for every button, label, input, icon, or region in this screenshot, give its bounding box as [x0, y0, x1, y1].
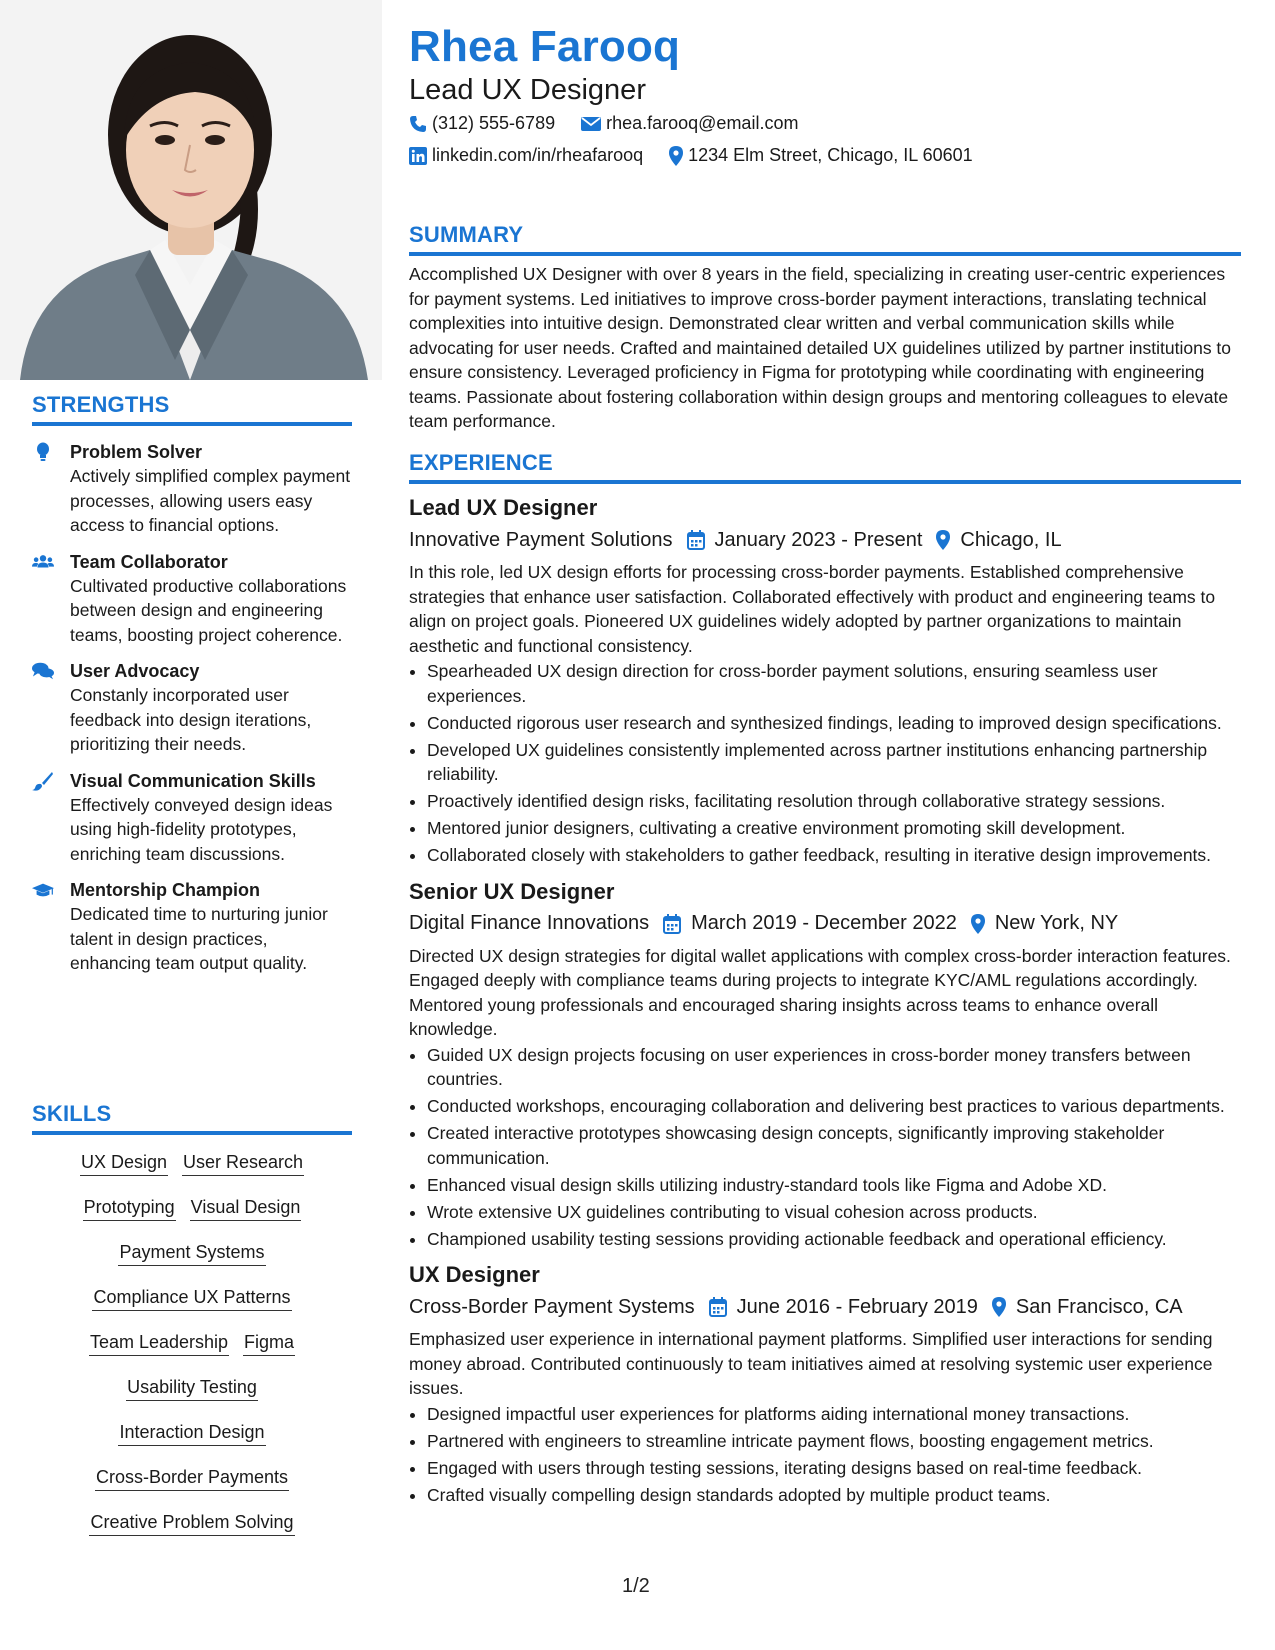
brush-icon — [32, 769, 70, 867]
strength-title: Team Collaborator — [70, 551, 228, 572]
skill-tag: Interaction Design — [118, 1419, 265, 1446]
comments-icon — [32, 659, 70, 757]
skill-tag: Prototyping — [83, 1194, 176, 1221]
job-dates: March 2019 - December 2022 — [691, 912, 957, 934]
contact-line-1 — [409, 113, 824, 134]
candidate-role: Lead UX Designer — [409, 74, 646, 106]
profile-photo — [0, 0, 382, 380]
bullet-item: • Proactively identified design risks, facilitating resolution through collaborative strategy sessions. — [427, 789, 1241, 814]
bullet-item: • Conducted rigorous user research and synthesized findings, leading to improved design specifications. — [427, 711, 1241, 736]
strength-item — [32, 659, 352, 757]
job-title: Senior UX Designer — [409, 878, 615, 904]
address-item — [669, 145, 973, 166]
skills-heading: SKILLS — [32, 1101, 352, 1135]
summary-section — [409, 222, 1241, 434]
phone-icon — [409, 115, 427, 133]
bullet-item: • Wrote extensive UX guidelines contributing to visual cohesion across products. — [427, 1200, 1241, 1225]
summary-heading: SUMMARY — [409, 222, 1241, 256]
skills-list — [32, 1149, 352, 1538]
bullet-item: • Created interactive prototypes showcasing design concepts, significantly improving stakeholder communication. — [427, 1121, 1241, 1170]
envelope-icon — [581, 116, 601, 132]
skill-tag: Team Leadership — [89, 1329, 229, 1356]
bullet-item: • Engaged with users through testing sessions, iterating designs based on real-time feedback. — [427, 1456, 1241, 1481]
experience-heading: EXPERIENCE — [409, 450, 1241, 484]
bullet-item: • Mentored junior designers, cultivating a creative environment promoting skill development. — [427, 816, 1241, 841]
strength-item — [32, 769, 352, 867]
job-bullets — [409, 659, 1241, 868]
bullet-item: • Crafted visually compelling design standards adopted by multiple product teams. — [427, 1483, 1241, 1508]
bullet-item: • Guided UX design projects focusing on user experiences in cross-border money transfers between countries. — [427, 1043, 1241, 1092]
job-meta — [409, 1293, 1241, 1321]
job-location: New York, NY — [994, 912, 1119, 934]
strength-item — [32, 550, 352, 648]
calendar-icon — [709, 1297, 727, 1317]
page-number: 1/2 — [622, 1575, 650, 1597]
job-title: UX Designer — [409, 1262, 540, 1287]
bullet-item: • Collaborated closely with stakeholders to gather feedback, resulting in iterative design improvements. — [427, 843, 1241, 868]
email-text[interactable]: rhea.farooq@email.com — [606, 113, 799, 133]
job-meta — [409, 526, 1241, 554]
location-pin-icon — [669, 146, 683, 166]
location-pin-icon — [936, 530, 950, 550]
job-bullets — [409, 1402, 1241, 1508]
job-entry — [409, 1261, 1241, 1507]
strength-description: Constanly incorporated user feedback into design iterations, prioritizing their needs. — [70, 685, 312, 754]
bullet-item: • Conducted workshops, encouraging collaboration and delivering best practices to various departments. — [427, 1094, 1241, 1119]
skill-tag: Visual Design — [190, 1194, 302, 1221]
strength-title: Mentorship Champion — [70, 880, 260, 900]
strength-description: Actively simplified complex payment processes, allowing users easy access to financial options. — [70, 466, 351, 535]
job-entry — [409, 494, 1241, 868]
skill-tag: Payment Systems — [118, 1239, 265, 1266]
job-company: Cross-Border Payment Systems — [409, 1295, 695, 1318]
sidebar — [0, 0, 382, 1650]
bullet-item: • Partnered with engineers to streamline intricate payment flows, boosting engagement metrics. — [427, 1429, 1241, 1454]
job-description: Emphasized user experience in international payment platforms. Simplified user interactions for sending money abroad. Contributed continuously to team initiatives aimed at resolving systemic user experience issues. — [409, 1329, 1213, 1398]
job-company: Digital Finance Innovations — [409, 912, 650, 934]
job-bullets — [409, 1043, 1241, 1252]
strength-description: Cultivated productive collaborations between design and engineering teams, boosting project coherence. — [70, 575, 347, 645]
job-location: Chicago, IL — [960, 528, 1062, 551]
candidate-name: Rhea Farooq — [409, 22, 681, 71]
strength-item — [32, 440, 352, 538]
job-dates: January 2023 - Present — [714, 528, 923, 551]
skill-tag: Compliance UX Patterns — [92, 1284, 291, 1311]
skill-tag: User Research — [182, 1149, 304, 1176]
phone-text: (312) 555-6789 — [432, 113, 556, 133]
strength-item — [32, 878, 352, 976]
skill-tag: Figma — [243, 1329, 295, 1356]
linkedin-icon — [409, 147, 427, 165]
lightbulb-icon — [32, 440, 70, 538]
skill-tag: Cross-Border Payments — [95, 1464, 289, 1491]
users-icon — [32, 550, 70, 648]
summary-text: Accomplished UX Designer with over 8 years in the field, specializing in creating user-centric experiences for payment systems. Led initiatives to improve cross-border payment interactions, translating technical complexities into intuitive design. Demonstrated clear written and verbal communication skills while advocating for user needs. Crafted and maintained detailed UX guidelines utilized by partner institutions to ensure consistency. Leveraged proficiency in Figma for prototyping while coordinating with engineering teams. Passionate about fostering collaboration within design groups and mentoring colleagues to elevate team performance. — [409, 264, 1232, 431]
job-description: Directed UX design strategies for digital wallet applications with complex cross-border interaction features. Engaged deeply with compliance teams during projects to integrate KYC/AML regulations accordingly. Mentored young professionals and encouraged sharing insights across teams to enhance overall knowledge. — [409, 945, 1231, 1039]
bullet-item: • Spearheaded UX design direction for cross-border payment solutions, ensuring seamless user experiences. — [427, 659, 1241, 708]
strength-description: Effectively conveyed design ideas using high-fidelity prototypes, enriching team discussions. — [70, 794, 333, 864]
skill-tag: UX Design — [80, 1149, 168, 1176]
linkedin-text[interactable]: linkedin.com/in/rheafarooq — [432, 145, 644, 165]
job-company: Innovative Payment Solutions — [409, 528, 673, 551]
skills-section — [32, 1101, 352, 1554]
calendar-icon — [687, 530, 705, 550]
bullet-item: • Enhanced visual design skills utilizing industry-standard tools like Figma and Adobe XD. — [427, 1173, 1241, 1198]
bullet-item: • Developed UX guidelines consistently implemented across partner institutions enhancing partnership reliability. — [427, 738, 1241, 787]
job-meta — [409, 910, 1241, 938]
email-item[interactable] — [581, 113, 798, 134]
bullet-item: • Championed usability testing sessions providing actionable feedback and operational efficiency. — [427, 1227, 1241, 1252]
job-dates: June 2016 - February 2019 — [736, 1295, 978, 1318]
location-pin-icon — [971, 914, 985, 934]
strength-title: User Advocacy — [70, 661, 200, 681]
phone-item — [409, 113, 555, 134]
job-location: San Francisco, CA — [1015, 1295, 1183, 1318]
strength-title: Visual Communication Skills — [70, 770, 316, 791]
strength-description: Dedicated time to nurturing junior talent in design practices, enhancing team output quality. — [70, 904, 328, 973]
address-text: 1234 Elm Street, Chicago, IL 60601 — [688, 145, 973, 165]
location-pin-icon — [992, 1297, 1006, 1317]
job-entry — [409, 878, 1241, 1252]
experience-section — [409, 450, 1241, 1510]
contact-line-2 — [409, 145, 999, 166]
calendar-icon — [663, 914, 681, 934]
strengths-heading: STRENGTHS — [32, 392, 352, 426]
linkedin-item[interactable] — [409, 145, 643, 166]
skill-tag: Usability Testing — [126, 1374, 258, 1401]
strengths-section — [32, 392, 352, 976]
graduation-cap-icon — [32, 878, 70, 976]
strength-title: Problem Solver — [70, 442, 203, 462]
skill-tag: Creative Problem Solving — [89, 1509, 294, 1536]
job-description: In this role, led UX design efforts for processing cross-border payments. Established comprehensive strategies that enhance user satisfaction. Collaborated effectively with product and engineering teams to align on project goals. Pioneered UX guidelines widely adopted by partner organizations to maintain aesthetic and functional consistency. — [409, 562, 1216, 656]
bullet-item: • Designed impactful user experiences for platforms aiding international money transactions. — [427, 1402, 1241, 1427]
job-title: Lead UX Designer — [409, 495, 598, 520]
